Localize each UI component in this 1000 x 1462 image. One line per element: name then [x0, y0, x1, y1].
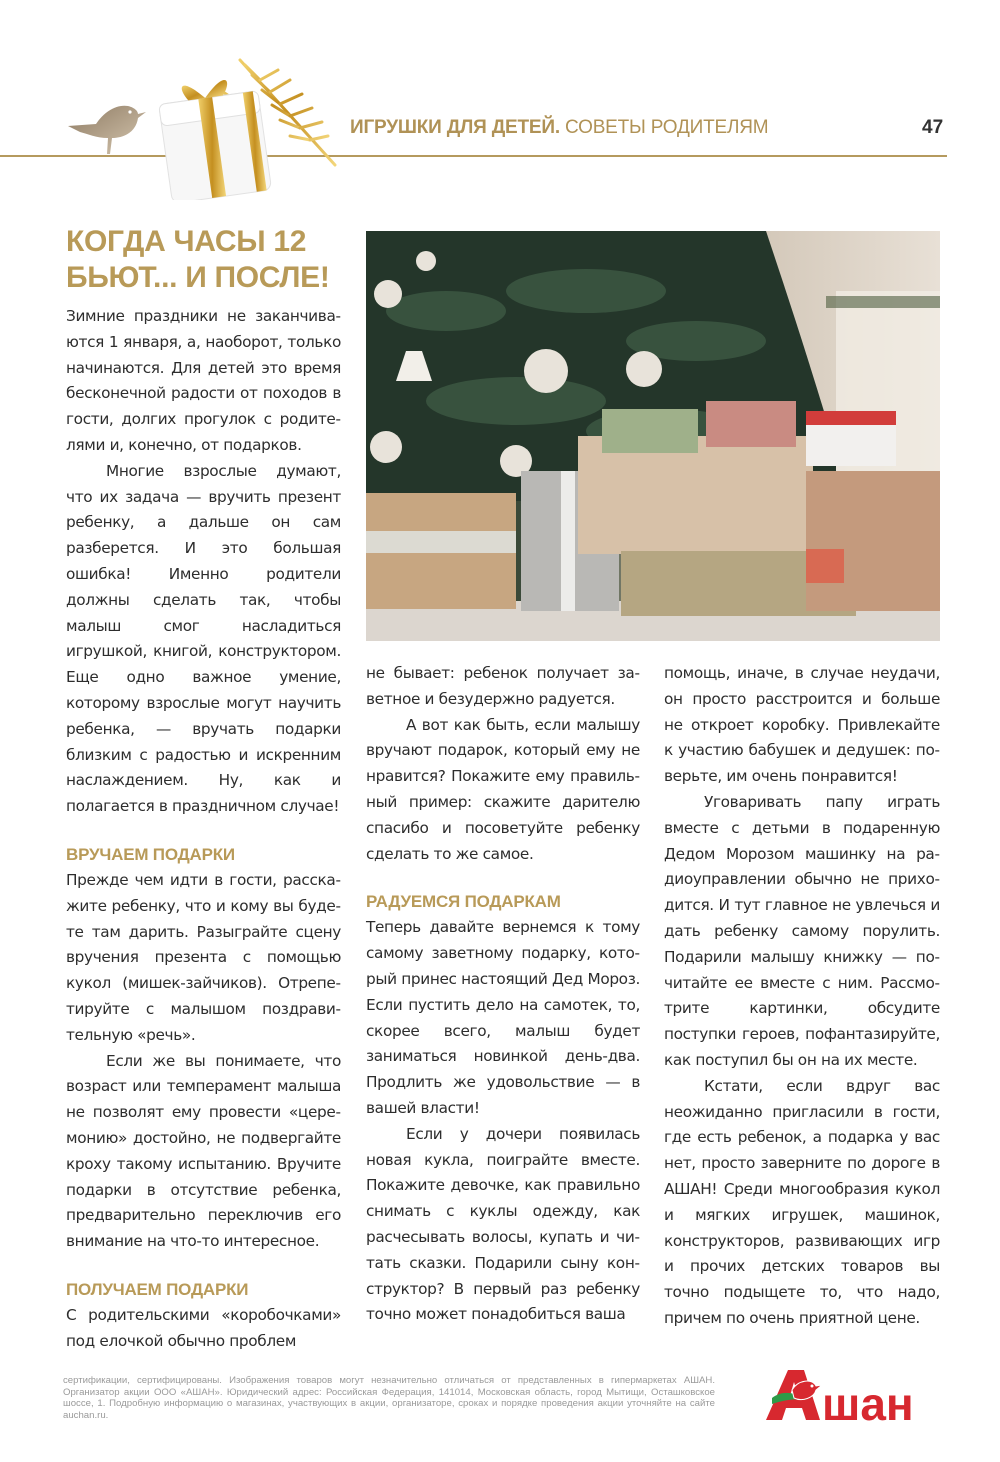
header-rule [0, 155, 947, 157]
receiving-paragraph-1-end: не бывает: ребенок получает заветное и безудержно радуется. [366, 664, 640, 708]
enjoying-paragraph-4: Кстати, если вдруг вас неожиданно пригласили в гости, где есть ребенок, а подарка у вас нет, просто заверните по дороге в АШАН! Среди многообразия кукол и мягких игрушек, машинок, конструкторов, развивающих игр и прочих детских товаров вы точно подыщете то, что надо, причем по очень приятной цене. [664, 1076, 940, 1327]
enjoying-paragraph-1: Теперь давайте вернемся к тому самому заветному подарку, который принес настоящий Дед Мороз. Если пустить дело на самотек, то, скорее всего, малыш будет заниматься новинкой день-два. Продлить же удовольствие — в вашей власти! [366, 918, 640, 1117]
section-heading-giving: ВРУЧАЕМ ПОДАРКИ [66, 844, 235, 864]
article-column-2 [366, 661, 640, 1328]
headline-line-1: КОГДА ЧАСЫ 12 [66, 225, 307, 258]
enjoying-paragraph-2-start: Если у дочери появилась новая кукла, поиграйте вместе. Покажите девочке, как правильно снимать с куклы одежду, как расчесывать волосы, купать и читать сказки. Подарили сыну конструктор? В первый раз ребенку точно может понадобиться ваша [366, 1124, 640, 1324]
section-title [350, 117, 768, 139]
enjoying-paragraph-3: Уговаривать папу играть вместе с детьми в подаренную Дедом Морозом машинку на радиоуправлении обычно не приходится. И тут главное не увлечься и дать ребенку самому порулить. Подарили малышу книжку — почитайте ее вместе с ним. Рассмотрите картинки, обсудите поступки героев, пофантазируйте, как поступил бы он на их месте. [664, 792, 940, 1069]
headline-line-2: БЬЮТ... И ПОСЛЕ! [66, 261, 330, 294]
intro-paragraph-2: Многие взрослые думают, что их задача — вручить презент ребенку, а дальше он сам разберется. И это большая ошибка! Именно родители должны сделать так, чтобы малыш смог насладиться игрушкой, книгой, конструктором. Еще одно важное умение, которому взрослые могут научить ребенка, — вручать подарки близким с радостью и искренним наслаждением. Ну, как и полагается в праздничном случае! [66, 461, 341, 816]
receiving-paragraph-2: А вот как быть, если малышу вручают подарок, который ему не нравится? Покажите ему правильный пример: скажите дарителю спасибо и посоветуйте ребенку сделать то же самое. [366, 715, 640, 863]
receiving-paragraph-1-start: С родительскими «коробочками» под елочкой обычно проблем [66, 1305, 341, 1350]
page-number: 47 [922, 117, 944, 138]
section-heading-receiving: ПОЛУЧАЕМ ПОДАРКИ [66, 1279, 249, 1299]
giving-paragraph-1: Прежде чем идти в гости, расскажите ребенку, что и кому вы будете там дарить. Разыграйте сцену вручения презента с помощью кукол (мишек-зайчиков). Отрепетируйте с малышом поздравительную «речь». [66, 870, 341, 1044]
section-title-bold: ИГРУШКИ ДЛЯ ДЕТЕЙ. [350, 117, 560, 138]
article-column-1 [66, 304, 341, 1354]
gift-box-icon [150, 50, 350, 200]
giving-paragraph-2: Если же вы понимаете, что возраст или темперамент малыша не позволят ему провести «церемонию» достойно, не подвергайте кроху такому испытанию. Вручите подарки в отсутствие ребенка, предварительно переключив его внимание на что-то интересное. [66, 1051, 341, 1251]
article-column-3 [664, 661, 940, 1332]
auchan-logo [762, 1364, 952, 1424]
legal-disclaimer: сертификации, сертифицированы. Изображения товаров могут незначительно отличаться от представленных в гипермаркетах АШАН. Организатор акции ООО «АШАН». Юридический адрес: Российская Федерация, 141014, Московская область, город Мытищи, Осташковское шоссе, 1. Подробную информацию о магазинах, участвующих в акции, организаторе, сроках и порядке проведения акции уточняйте на сайте auchan.ru. [63, 1375, 715, 1421]
section-title-light: СОВЕТЫ РОДИТЕЛЯМ [565, 117, 769, 138]
enjoying-paragraph-2-end: помощь, иначе, в случае неудачи, он просто расстроится и больше не откроет коробку. Привлекайте к участию бабушек и дедушек: поверьте, им очень понравится! [664, 664, 940, 786]
christmas-gifts-photo [366, 231, 940, 641]
logo-wordmark: шан [822, 1378, 914, 1424]
section-heading-enjoying: РАДУЕМСЯ ПОДАРКАМ [366, 892, 561, 912]
article-headline [66, 224, 356, 296]
intro-paragraph-1: Зимние праздники не заканчиваются 1 января, а, наоборот, только начинаются. Для детей это время бесконечной радости от походов в гости, долгих прогулок с родителями и, конечно, от подарков. [66, 307, 341, 454]
auchan-bird-icon [66, 92, 146, 154]
